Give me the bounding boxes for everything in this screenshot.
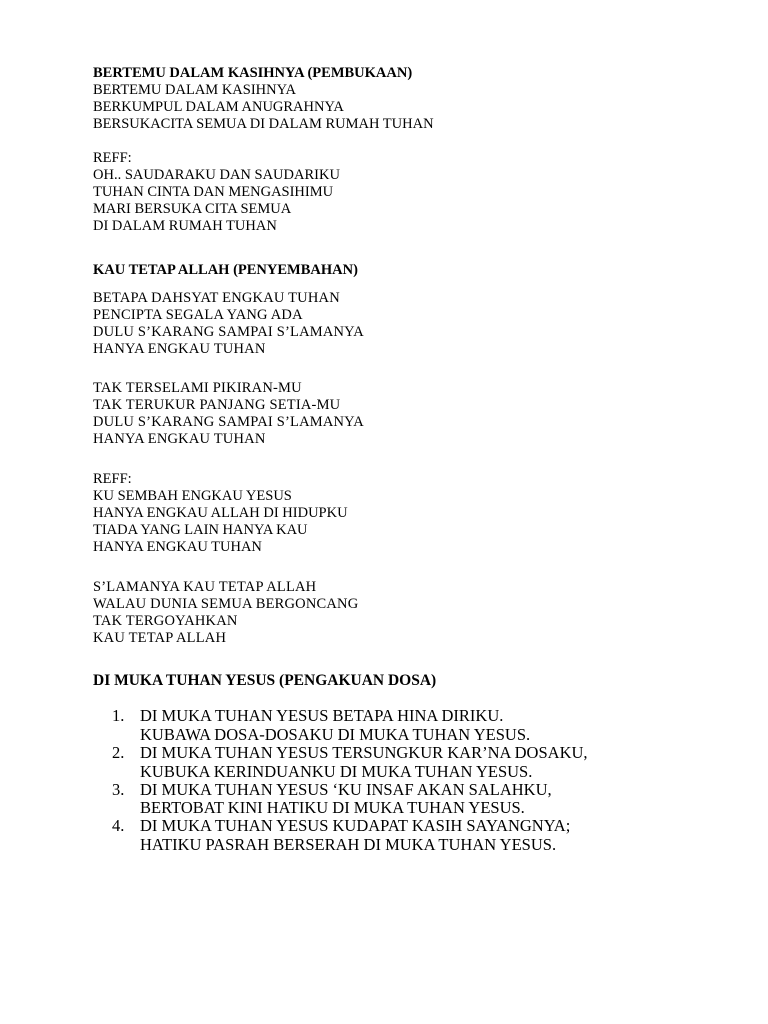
- reff-label: REFF:: [93, 150, 132, 166]
- lyric-line: TIADA YANG LAIN HANYA KAU: [93, 522, 308, 538]
- lyric-line: KUBUKA KERINDUANKU DI MUKA TUHAN YESUS.: [140, 762, 533, 781]
- lyric-line: WALAU DUNIA SEMUA BERGONCANG: [93, 596, 359, 612]
- lyric-line: TAK TERSELAMI PIKIRAN-MU: [93, 380, 302, 396]
- lyric-line: OH.. SAUDARAKU DAN SAUDARIKU: [93, 167, 340, 183]
- list-number: 4.: [112, 816, 125, 835]
- lyric-line: HANYA ENGKAU TUHAN: [93, 341, 266, 357]
- lyric-line: HANYA ENGKAU TUHAN: [93, 539, 262, 555]
- lyric-line: DULU S’KARANG SAMPAI S’LAMANYA: [93, 414, 364, 430]
- lyric-line: DI MUKA TUHAN YESUS KUDAPAT KASIH SAYANGNYA;: [140, 816, 571, 835]
- lyric-line: BERTEMU DALAM KASIHNYA: [93, 82, 296, 98]
- song-title: DI MUKA TUHAN YESUS (PENGAKUAN DOSA): [93, 672, 437, 689]
- list-number: 3.: [112, 780, 125, 799]
- lyric-line: DI MUKA TUHAN YESUS TERSUNGKUR KAR’NA DOSAKU,: [140, 743, 588, 762]
- song-title: BERTEMU DALAM KASIHNYA (PEMBUKAAN): [93, 65, 413, 81]
- lyric-line: BETAPA DAHSYAT ENGKAU TUHAN: [93, 290, 340, 306]
- lyric-line: DI DALAM RUMAH TUHAN: [93, 218, 277, 234]
- song-title: KAU TETAP ALLAH (PENYEMBAHAN): [93, 262, 358, 278]
- list-number: 2.: [112, 743, 125, 762]
- lyric-line: HANYA ENGKAU TUHAN: [93, 431, 266, 447]
- lyric-line: DI MUKA TUHAN YESUS BETAPA HINA DIRIKU.: [140, 706, 504, 725]
- lyric-line: BERKUMPUL DALAM ANUGRAHNYA: [93, 99, 344, 115]
- lyric-line: KUBAWA DOSA-DOSAKU DI MUKA TUHAN YESUS.: [140, 725, 531, 744]
- lyric-line: HANYA ENGKAU ALLAH DI HIDUPKU: [93, 505, 348, 521]
- lyric-line: DULU S’KARANG SAMPAI S’LAMANYA: [93, 324, 364, 340]
- list-number: 1.: [112, 706, 125, 725]
- lyric-line: TAK TERUKUR PANJANG SETIA-MU: [93, 397, 341, 413]
- lyric-line: KAU TETAP ALLAH: [93, 630, 227, 646]
- lyric-line: S’LAMANYA KAU TETAP ALLAH: [93, 579, 317, 595]
- lyric-line: KU SEMBAH ENGKAU YESUS: [93, 488, 292, 504]
- reff-label: REFF:: [93, 471, 132, 487]
- lyric-line: BERSUKACITA SEMUA DI DALAM RUMAH TUHAN: [93, 116, 434, 132]
- lyric-line: TUHAN CINTA DAN MENGASIHIMU: [93, 184, 334, 200]
- lyric-line: HATIKU PASRAH BERSERAH DI MUKA TUHAN YESUS.: [140, 835, 557, 854]
- lyric-line: BERTOBAT KINI HATIKU DI MUKA TUHAN YESUS.: [140, 798, 525, 817]
- lyric-line: PENCIPTA SEGALA YANG ADA: [93, 307, 303, 323]
- lyric-line: TAK TERGOYAHKAN: [93, 613, 238, 629]
- lyric-line: DI MUKA TUHAN YESUS ‘KU INSAF AKAN SALAHKU,: [140, 780, 552, 799]
- lyric-line: MARI BERSUKA CITA SEMUA: [93, 201, 292, 217]
